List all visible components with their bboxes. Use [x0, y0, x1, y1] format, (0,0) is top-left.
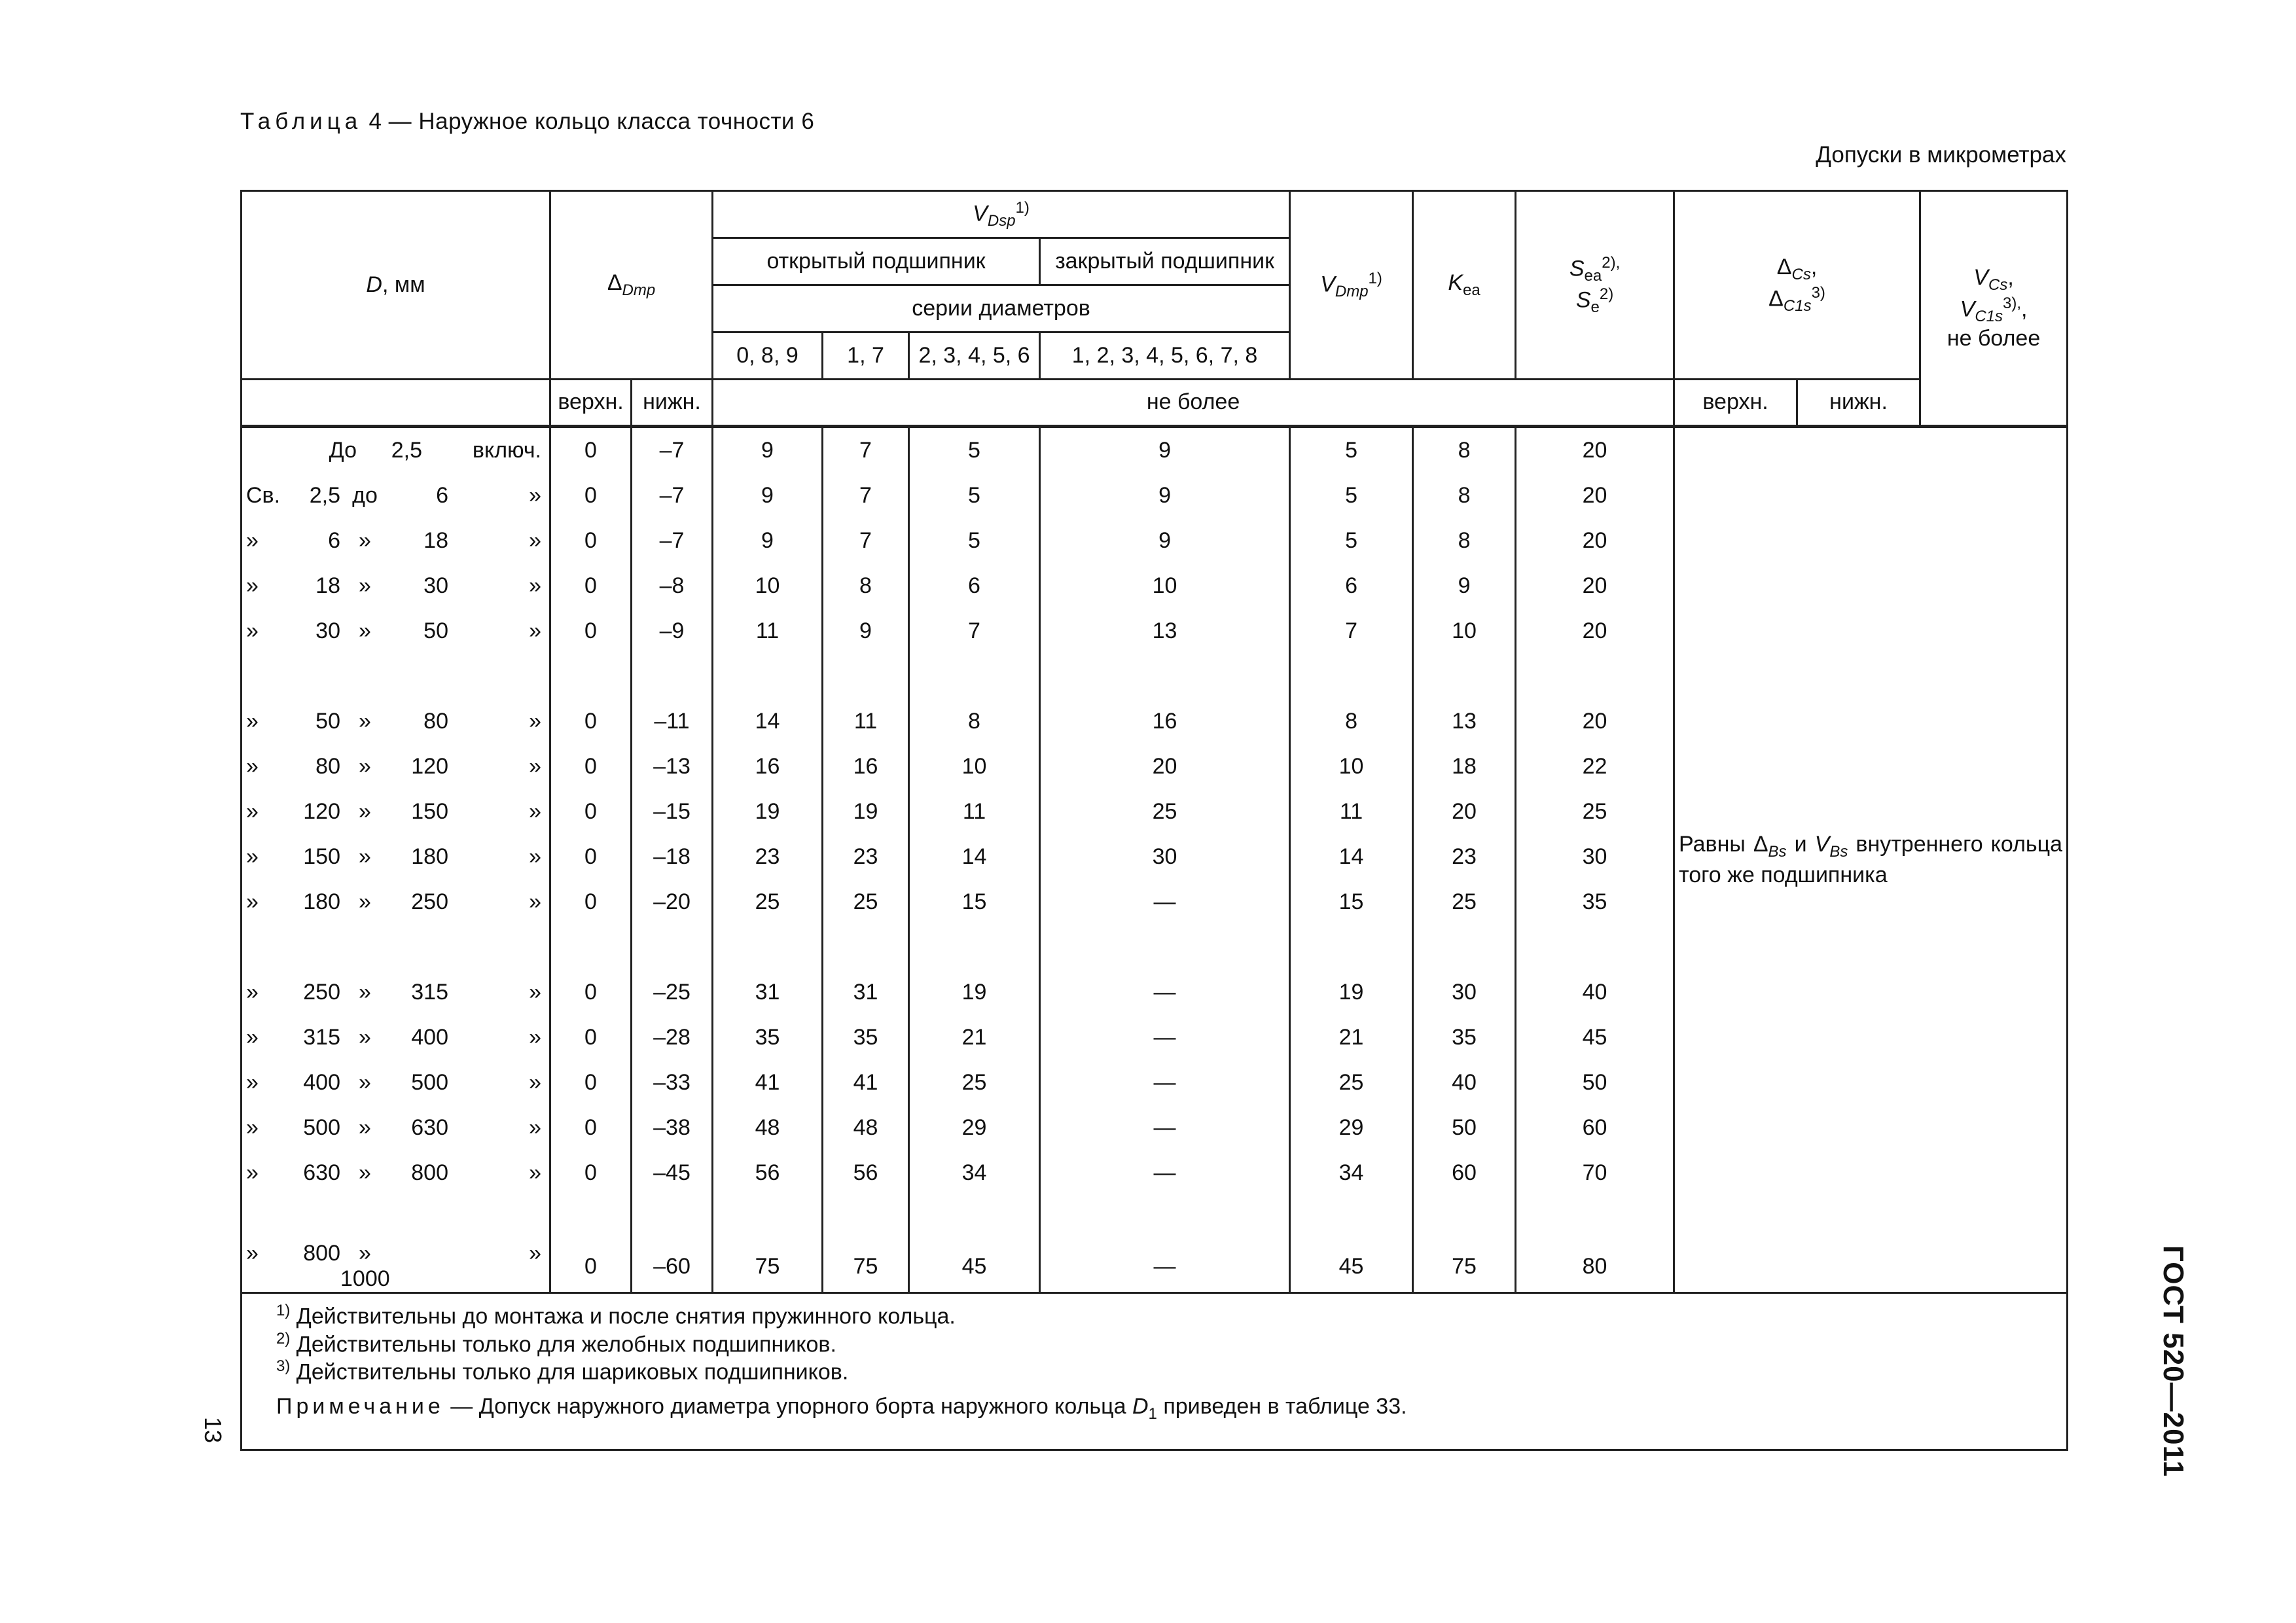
cell-v4: —	[1040, 1105, 1290, 1150]
cell-v2: 8	[823, 563, 909, 609]
header-kea: $K_{ea}$	[1413, 191, 1516, 380]
cell-v3: 19	[909, 970, 1040, 1015]
cell-low: –8	[632, 563, 713, 609]
cell-up: 0	[550, 1241, 632, 1293]
cell-kea: 40	[1413, 1060, 1516, 1105]
cell-vdmp: 14	[1290, 834, 1413, 880]
cell-v1: 75	[713, 1241, 823, 1293]
range-suf: »	[529, 527, 541, 553]
header-delta-cs: $\Delta_{Cs}$, $\Delta_{C1s}^{3)}$	[1674, 191, 1920, 380]
header-diameter-series: серии диаметров	[713, 285, 1290, 332]
cell-v3: 21	[909, 1015, 1040, 1060]
cell-v2: 11	[823, 699, 909, 744]
cell-vdmp: 19	[1290, 970, 1413, 1015]
row-d-range	[242, 699, 550, 744]
cell-up: 0	[550, 427, 632, 474]
range-from: 120	[303, 798, 340, 824]
cell-v1: 41	[713, 1060, 823, 1105]
standard-designation: ГОСТ 520—2011	[2157, 1245, 2189, 1478]
cell-v3: 25	[909, 1060, 1040, 1105]
cell-low: –20	[632, 880, 713, 925]
range-to: 180	[411, 844, 448, 869]
cell-up: 0	[550, 518, 632, 563]
range-do: до	[352, 482, 378, 508]
range-suf: включ.	[472, 437, 541, 463]
cell-sea: 40	[1516, 970, 1674, 1015]
range-to: 80	[423, 708, 448, 734]
cell-v3: 6	[909, 563, 1040, 609]
cell-v2: 25	[823, 880, 909, 925]
range-from: 50	[315, 708, 340, 734]
range-do: »	[359, 573, 371, 598]
range-from: 250	[303, 979, 340, 1005]
cell-v4: —	[1040, 1241, 1290, 1293]
cell-vdmp: 5	[1290, 518, 1413, 563]
cell-v2: 19	[823, 789, 909, 834]
range-from: До	[329, 437, 357, 463]
cell-low: –33	[632, 1060, 713, 1105]
header-upper-2: верхн.	[1674, 380, 1797, 427]
cell-vdmp: 6	[1290, 563, 1413, 609]
row-d-range	[242, 427, 550, 474]
cell-vdmp: 45	[1290, 1241, 1413, 1293]
cell-sea: 45	[1516, 1015, 1674, 1060]
header-vdsp: $V_{Dsp}^{1)}$	[713, 191, 1290, 238]
range-do: »	[359, 527, 371, 553]
cell-vdmp: 25	[1290, 1060, 1413, 1105]
cell-v2: 7	[823, 473, 909, 518]
cell-up: 0	[550, 1150, 632, 1196]
cell-vdmp: 11	[1290, 789, 1413, 834]
cell-v1: 10	[713, 563, 823, 609]
cell-sea: 35	[1516, 880, 1674, 925]
header-lower: нижн.	[632, 380, 713, 427]
cell-low: –9	[632, 609, 713, 654]
cell-v4: 9	[1040, 518, 1290, 563]
header-lower-2: нижн.	[1797, 380, 1920, 427]
range-to: 250	[411, 889, 448, 914]
range-suf: »	[529, 798, 541, 824]
cell-v1: 9	[713, 473, 823, 518]
cell-vdmp: 5	[1290, 473, 1413, 518]
range-do: »	[359, 1115, 371, 1140]
range-do: »	[359, 1160, 371, 1185]
row-d-range	[242, 1015, 550, 1060]
cell-sea: 22	[1516, 744, 1674, 789]
range-to: 30	[423, 573, 448, 598]
cell-kea: 18	[1413, 744, 1516, 789]
header-sea-se: $S_{ea}^{2),}$ $S_e^{2)}$	[1516, 191, 1674, 380]
cell-up: 0	[550, 1015, 632, 1060]
cell-v2: 23	[823, 834, 909, 880]
cell-up: 0	[550, 789, 632, 834]
range-suf: »	[529, 844, 541, 869]
cell-v1: 31	[713, 970, 823, 1015]
cell-kea: 60	[1413, 1150, 1516, 1196]
row-d-range	[242, 789, 550, 834]
range-pre: »	[246, 798, 259, 824]
table-row	[242, 427, 2068, 474]
header-series-2: 1, 7	[823, 332, 909, 380]
row-d-range	[242, 1150, 550, 1196]
cell-kea: 75	[1413, 1241, 1516, 1293]
cell-v4: 20	[1040, 744, 1290, 789]
cell-sea: 60	[1516, 1105, 1674, 1150]
cell-v1: 56	[713, 1150, 823, 1196]
range-pre: »	[246, 1115, 259, 1140]
merged-note: Равны $\Delta_{Bs}$ и $V_{Bs}$ внутреннего кольца того же подшипника	[1679, 832, 2063, 887]
cell-v4: —	[1040, 880, 1290, 925]
range-from: 800	[303, 1241, 340, 1266]
cell-kea: 8	[1413, 518, 1516, 563]
range-pre: »	[246, 844, 259, 869]
range-to: 500	[411, 1069, 448, 1095]
range-pre: »	[246, 527, 259, 553]
table-caption: Таблица 4 — Наружное кольцо класса точности 6	[240, 109, 815, 134]
cell-sea: 50	[1516, 1060, 1674, 1105]
cell-v2: 7	[823, 518, 909, 563]
range-from: 30	[315, 618, 340, 643]
range-do: »	[359, 1069, 371, 1095]
cell-vdmp: 7	[1290, 609, 1413, 654]
cell-sea: 20	[1516, 609, 1674, 654]
cell-v4: 13	[1040, 609, 1290, 654]
cell-kea: 35	[1413, 1015, 1516, 1060]
cell-kea: 9	[1413, 563, 1516, 609]
range-from: 315	[303, 1024, 340, 1050]
header-upper: верхн.	[550, 380, 632, 427]
range-from: 180	[303, 889, 340, 914]
range-pre: »	[246, 618, 259, 643]
range-do: »	[359, 889, 371, 914]
cell-up: 0	[550, 834, 632, 880]
row-d-range	[242, 609, 550, 654]
range-to: 800	[411, 1160, 448, 1185]
header-delta-dmp: $\Delta_{Dmp}$	[550, 191, 713, 380]
cell-up: 0	[550, 744, 632, 789]
cell-vdmp: 15	[1290, 880, 1413, 925]
header-no-more-than: не более	[713, 380, 1674, 427]
cell-v1: 48	[713, 1105, 823, 1150]
cell-low: –7	[632, 518, 713, 563]
cell-v2: 31	[823, 970, 909, 1015]
cell-vdmp: 10	[1290, 744, 1413, 789]
cell-up: 0	[550, 609, 632, 654]
cell-v1: 25	[713, 880, 823, 925]
cell-v3: 14	[909, 834, 1040, 880]
cell-v4: 25	[1040, 789, 1290, 834]
range-pre: »	[246, 708, 259, 734]
cell-v1: 14	[713, 699, 823, 744]
merged-note-cell	[1674, 427, 2068, 1293]
range-do: »	[359, 753, 371, 779]
cell-kea: 20	[1413, 789, 1516, 834]
cell-v2: 75	[823, 1241, 909, 1293]
range-do: »	[359, 1024, 371, 1050]
cell-kea: 23	[1413, 834, 1516, 880]
header-series-3: 2, 3, 4, 5, 6	[909, 332, 1040, 380]
range-do: »	[359, 844, 371, 869]
row-d-range	[242, 1060, 550, 1105]
cell-v3: 29	[909, 1105, 1040, 1150]
range-suf: »	[529, 1241, 541, 1266]
range-to: 630	[411, 1115, 448, 1140]
cell-v2: 41	[823, 1060, 909, 1105]
range-to: 18	[423, 527, 448, 553]
cell-v4: —	[1040, 1150, 1290, 1196]
range-from: 80	[315, 753, 340, 779]
cell-v1: 16	[713, 744, 823, 789]
cell-low: –18	[632, 834, 713, 880]
range-suf: »	[529, 618, 541, 643]
range-to	[389, 1241, 448, 1292]
cell-up: 0	[550, 473, 632, 518]
cell-v1: 35	[713, 1015, 823, 1060]
cell-v1: 11	[713, 609, 823, 654]
cell-up: 0	[550, 970, 632, 1015]
range-from: 18	[315, 573, 340, 598]
range-suf: »	[529, 1115, 541, 1140]
range-from: 150	[303, 844, 340, 869]
table-note: Примечание — Допуск наружного диаметра упорного борта наружного кольца $D_1$ приведен в таблице 33.	[276, 1394, 1407, 1423]
cell-sea: 25	[1516, 789, 1674, 834]
footnote-3: $^{3)}$ Действительны только для шариковых подшипников.	[276, 1357, 849, 1385]
cell-kea: 50	[1413, 1105, 1516, 1150]
cell-low: –13	[632, 744, 713, 789]
cell-sea: 20	[1516, 518, 1674, 563]
range-suf: »	[529, 1069, 541, 1095]
row-d-range	[242, 834, 550, 880]
cell-v3: 11	[909, 789, 1040, 834]
cell-v1: 23	[713, 834, 823, 880]
range-to: 120	[411, 753, 448, 779]
range-do: 2,5	[391, 437, 422, 463]
range-pre: »	[246, 1024, 259, 1050]
cell-v2: 16	[823, 744, 909, 789]
cell-up: 0	[550, 880, 632, 925]
cell-sea: 30	[1516, 834, 1674, 880]
cell-v3: 5	[909, 518, 1040, 563]
header-closed-bearing: закрытый подшипник	[1040, 238, 1290, 285]
cell-v3: 15	[909, 880, 1040, 925]
header-vdmp: $V_{Dmp}^{1)}$	[1290, 191, 1413, 380]
footnote-2: $^{2)}$ Действительны только для желобных подшипников.	[276, 1329, 836, 1357]
cell-v4: 30	[1040, 834, 1290, 880]
cell-up: 0	[550, 1105, 632, 1150]
cell-up: 0	[550, 1060, 632, 1105]
range-suf: »	[529, 708, 541, 734]
cell-kea: 8	[1413, 473, 1516, 518]
range-suf: »	[529, 889, 541, 914]
cell-sea: 70	[1516, 1150, 1674, 1196]
cell-v2: 7	[823, 427, 909, 474]
cell-v3: 34	[909, 1150, 1040, 1196]
range-to: 150	[411, 798, 448, 824]
cell-low: –15	[632, 789, 713, 834]
range-to: 400	[411, 1024, 448, 1050]
cell-vdmp: 5	[1290, 427, 1413, 474]
cell-v3: 7	[909, 609, 1040, 654]
range-do: » 1000	[340, 1241, 390, 1292]
table-body	[242, 427, 2068, 1293]
cell-low: –60	[632, 1241, 713, 1293]
cell-v2: 35	[823, 1015, 909, 1060]
row-d-range	[242, 970, 550, 1015]
cell-v4: —	[1040, 1015, 1290, 1060]
tolerance-table	[240, 190, 2068, 1451]
cell-v4: —	[1040, 970, 1290, 1015]
cell-low: –45	[632, 1150, 713, 1196]
row-d-range	[242, 744, 550, 789]
cell-v2: 9	[823, 609, 909, 654]
range-pre: Св.	[246, 482, 281, 508]
range-from: 400	[303, 1069, 340, 1095]
cell-v4: 9	[1040, 473, 1290, 518]
range-from: 630	[303, 1160, 340, 1185]
cell-v4: 10	[1040, 563, 1290, 609]
range-suf: »	[529, 753, 541, 779]
cell-v2: 48	[823, 1105, 909, 1150]
cell-v1: 19	[713, 789, 823, 834]
cell-sea: 20	[1516, 699, 1674, 744]
cell-v3: 45	[909, 1241, 1040, 1293]
header-series-1: 0, 8, 9	[713, 332, 823, 380]
range-do: »	[359, 708, 371, 734]
range-suf: »	[529, 1024, 541, 1050]
header-open-bearing: открытый подшипник	[713, 238, 1040, 285]
range-pre: »	[246, 753, 259, 779]
range-pre: »	[246, 1160, 259, 1185]
range-to: 315	[411, 979, 448, 1005]
range-to: 6	[436, 482, 448, 508]
cell-kea: 13	[1413, 699, 1516, 744]
cell-v4: 16	[1040, 699, 1290, 744]
cell-low: –7	[632, 427, 713, 474]
range-do: »	[359, 979, 371, 1005]
range-suf: »	[529, 1160, 541, 1185]
cell-low: –11	[632, 699, 713, 744]
page-number: 13	[200, 1416, 226, 1444]
header-d-mm: D, мм	[242, 191, 550, 380]
range-from: 2,5	[309, 482, 340, 508]
cell-v3: 5	[909, 473, 1040, 518]
footnotes	[242, 1293, 2068, 1450]
cell-v4: 9	[1040, 427, 1290, 474]
range-do: »	[359, 798, 371, 824]
cell-kea: 8	[1413, 427, 1516, 474]
cell-kea: 25	[1413, 880, 1516, 925]
cell-up: 0	[550, 699, 632, 744]
cell-v3: 10	[909, 744, 1040, 789]
range-suf: »	[529, 482, 541, 508]
cell-vdmp: 29	[1290, 1105, 1413, 1150]
header-vcs: $V_{Cs}$, $V_{C1s}^{3),}$, не более	[1920, 191, 2068, 427]
cell-v4: —	[1040, 1060, 1290, 1105]
units-note: Допуски в микрометрах	[1816, 142, 2066, 168]
cell-v1: 9	[713, 518, 823, 563]
header-series-4: 1, 2, 3, 4, 5, 6, 7, 8	[1040, 332, 1290, 380]
cell-sea: 20	[1516, 563, 1674, 609]
cell-kea: 10	[1413, 609, 1516, 654]
row-d-range	[242, 563, 550, 609]
row-d-range	[242, 1105, 550, 1150]
range-from: 500	[303, 1115, 340, 1140]
cell-up: 0	[550, 563, 632, 609]
row-d-range	[242, 880, 550, 925]
cell-vdmp: 8	[1290, 699, 1413, 744]
range-pre: »	[246, 979, 259, 1005]
row-d-range	[242, 1241, 550, 1293]
footnote-1: $^{1)}$ Действительны до монтажа и после снятия пружинного кольца.	[276, 1302, 956, 1329]
cell-sea: 80	[1516, 1241, 1674, 1293]
cell-sea: 20	[1516, 427, 1674, 474]
cell-low: –38	[632, 1105, 713, 1150]
range-pre: »	[246, 1241, 259, 1266]
range-suf: »	[529, 573, 541, 598]
cell-sea: 20	[1516, 473, 1674, 518]
range-to: 50	[423, 618, 448, 643]
cell-kea: 30	[1413, 970, 1516, 1015]
range-pre: »	[246, 889, 259, 914]
cell-vdmp: 21	[1290, 1015, 1413, 1060]
cell-v2: 56	[823, 1150, 909, 1196]
range-pre: »	[246, 1069, 259, 1095]
cell-vdmp: 34	[1290, 1150, 1413, 1196]
range-do: »	[359, 618, 371, 643]
cell-v3: 5	[909, 427, 1040, 474]
range-from: 6	[328, 527, 340, 553]
range-pre: »	[246, 573, 259, 598]
cell-v3: 8	[909, 699, 1040, 744]
cell-low: –28	[632, 1015, 713, 1060]
range-suf: »	[529, 979, 541, 1005]
row-d-range	[242, 473, 550, 518]
cell-low: –7	[632, 473, 713, 518]
row-d-range	[242, 518, 550, 563]
cell-low: –25	[632, 970, 713, 1015]
cell-v1: 9	[713, 427, 823, 474]
